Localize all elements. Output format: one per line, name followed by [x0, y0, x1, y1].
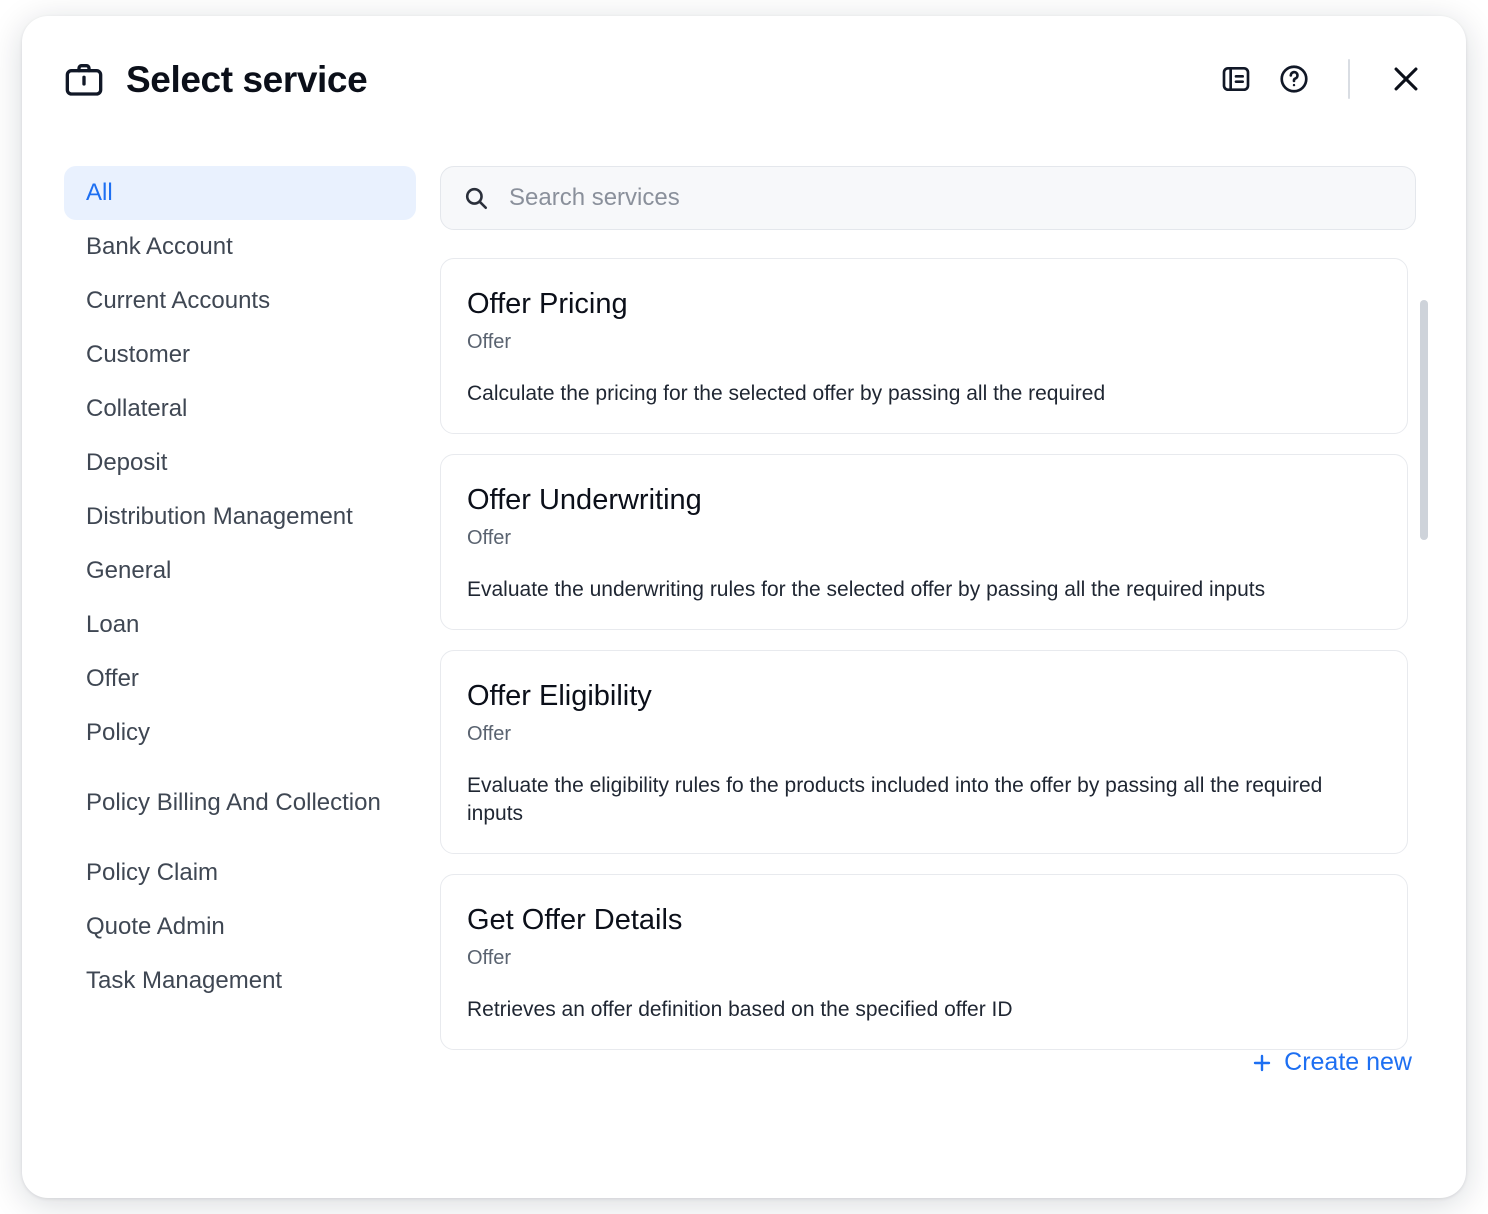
- sidebar-item-label: Quote Admin: [86, 912, 225, 940]
- sidebar-item-label: Distribution Management: [86, 502, 353, 530]
- plus-icon: [1250, 1051, 1274, 1075]
- service-category: Offer: [467, 330, 512, 353]
- sidebar-item-label: Customer: [86, 340, 191, 368]
- sidebar-item-label: Policy Billing And Collection: [86, 788, 381, 816]
- dialog-header: [22, 16, 1466, 142]
- service-description: Calculate the pricing for the selected offer by passing all the required: [467, 381, 1106, 405]
- sidebar-item-label: All: [86, 178, 113, 206]
- create-new-button[interactable]: [1246, 1044, 1416, 1081]
- service-description: Evaluate the underwriting rules for the selected offer by passing all the required inputs: [467, 578, 1266, 602]
- service-card-offer-underwriting[interactable]: [440, 454, 1408, 630]
- sidebar-item-task-management[interactable]: [64, 954, 416, 1008]
- header-divider: [1348, 59, 1350, 99]
- category-sidebar: [64, 166, 416, 1046]
- service-list-scroller: [440, 258, 1430, 1021]
- notes-icon[interactable]: [1218, 61, 1254, 97]
- service-card-offer-pricing[interactable]: [440, 258, 1408, 434]
- sidebar-item-label: General: [86, 556, 172, 584]
- sidebar-item-label: Collateral: [86, 394, 188, 422]
- create-new-label: Create new: [1284, 1048, 1412, 1076]
- briefcase-icon: [64, 59, 104, 99]
- search-icon: [463, 185, 489, 211]
- sidebar-item-all[interactable]: [64, 166, 416, 220]
- sidebar-item-offer[interactable]: [64, 652, 416, 706]
- service-list: [440, 258, 1430, 1021]
- service-title: Offer Eligibility: [467, 680, 652, 713]
- search-row: [440, 166, 1416, 230]
- scrollbar-thumb[interactable]: [1420, 300, 1428, 540]
- service-category: Offer: [467, 527, 512, 550]
- sidebar-item-policy[interactable]: [64, 706, 416, 760]
- sidebar-item-collateral[interactable]: [64, 382, 416, 436]
- service-category: Offer: [467, 723, 512, 746]
- sidebar-item-quote-admin[interactable]: [64, 900, 416, 954]
- dialog-header-actions: [1218, 59, 1426, 99]
- sidebar-item-loan[interactable]: [64, 598, 416, 652]
- service-description: Evaluate the eligibility rules fo the products included into the offer by passing all the required inputs: [467, 774, 1323, 825]
- sidebar-item-customer[interactable]: [64, 328, 416, 382]
- sidebar-item-policy-claim[interactable]: [64, 846, 416, 900]
- sidebar-item-label: Deposit: [86, 448, 168, 476]
- service-title: Offer Underwriting: [467, 484, 702, 517]
- search-input[interactable]: [507, 183, 1393, 213]
- dialog-header-left: [64, 59, 367, 99]
- panel-footer: [1246, 1044, 1416, 1081]
- sidebar-item-label: Task Management: [86, 966, 283, 994]
- sidebar-item-label: Loan: [86, 610, 140, 638]
- service-title: Get Offer Details: [467, 903, 683, 936]
- service-title: Offer Pricing: [467, 288, 628, 320]
- service-list-scrollbar[interactable]: [1420, 300, 1428, 1000]
- sidebar-item-current-accounts[interactable]: [64, 274, 416, 328]
- help-circle-icon[interactable]: [1276, 61, 1312, 97]
- service-panel: [440, 166, 1430, 1198]
- service-category: Offer: [467, 946, 512, 969]
- sidebar-item-label: Bank Account: [86, 232, 233, 260]
- sidebar-item-policy-billing-and-collection[interactable]: [64, 760, 416, 846]
- service-card-offer-eligibility[interactable]: [440, 650, 1408, 853]
- sidebar-item-bank-account[interactable]: [64, 220, 416, 274]
- dialog-body: [22, 142, 1466, 1198]
- service-description: Retrieves an offer definition based on the specified offer ID: [467, 997, 1013, 1021]
- sidebar-item-general[interactable]: [64, 544, 416, 598]
- sidebar-item-label: Policy Claim: [86, 858, 219, 886]
- sidebar-item-label: Current Accounts: [86, 286, 271, 314]
- sidebar-item-deposit[interactable]: [64, 436, 416, 490]
- search-box[interactable]: [440, 166, 1416, 230]
- close-icon[interactable]: [1386, 59, 1426, 99]
- sidebar-item-label: Offer: [86, 664, 139, 692]
- select-service-dialog: [22, 16, 1466, 1198]
- sidebar-item-distribution-management[interactable]: [64, 490, 416, 544]
- sidebar-item-label: Policy: [86, 718, 151, 746]
- service-card-get-offer-details[interactable]: [440, 874, 1408, 1050]
- dialog-title: Select service: [126, 58, 368, 100]
